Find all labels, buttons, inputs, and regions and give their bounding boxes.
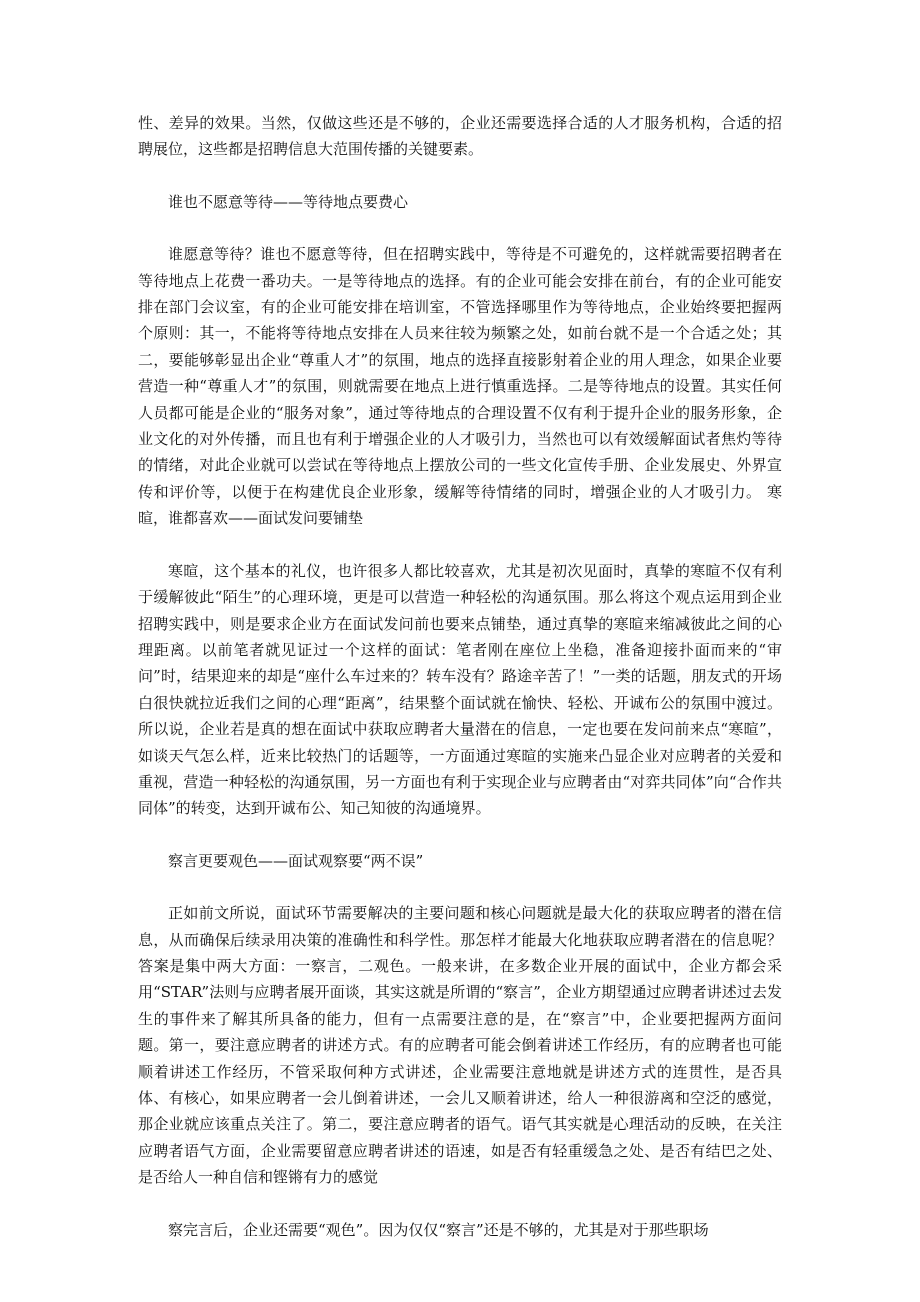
spacer (138, 532, 782, 558)
spacer (138, 822, 782, 848)
paragraph-greeting: 寒暄，这个基本的礼仪，也许很多人都比较喜欢，尤其是初次见面时，真挚的寒暄不仅有利于缓解彼此“陌生”的心理环境，更是可以营造一种轻松的沟通氛围。那么将这个观点运用到企业招聘实践中，则是要求企业方在面试发问前也要来点铺垫，通过真挚的寒暄来缩减彼此之间的心理距离。以前笔者就见证过一个这样的面试：笔者刚在座位上坐稳，准备迎接扑面而来的“审问”时，结果迎来的却是“座什么车过来的？转车没有？路途辛苦了！”一类的话题，朋友式的开场白很快就拉近我们之间的心理“距离”，结果整个面试就在愉快、轻松、开诚布公的氛围中渡过。所以说，企业若是真的想在面试中获取应聘者大量潜在的信息，一定也要在发问前来点“寒暄”，如谈天气怎么样，近来比较热门的话题等，一方面通过寒暄的实施来凸显企业对应聘者的关爱和重视，营造一种轻松的沟通氛围，另一方面也有利于实现企业与应聘者由“对弈共同体”向“合作共同体”的转变，达到开诚布公、知己知彼的沟通境界。 (138, 561, 782, 818)
paragraph-observe: 正如前文所说，面试环节需要解决的主要问题和核心问题就是最大化的获取应聘者的潜在信息，从而确保后续录用决策的准确性和科学性。那怎样才能最大化地获取应聘者潜在的信息呢？答案是集中两大方面：一察言，二观色。一般来讲，在多数企业开展的面试中，企业方都会采用“STAR”法则与应聘者展开面谈，其实这就是所谓的“察言”，企业方期望通过应聘者讲述过去发生的事件来了解其所具备的能力，但有一点需要注意的是，在“察言”中，企业要把握两方面问题。第一，要注意应聘者的讲述方式。有的应聘者可能会倒着讲述工作经历，有的应聘者也可能顺着讲述工作经历，不管采取何种方式讲述，企业需要注意地就是讲述方式的连贯性，是否具体、有核心，如果应聘者一会儿倒着讲述，一会儿又顺着讲述，给人一种很游离和空泛的感觉，那企业就应该重点关注了。第二，要注意应聘者的语气。语气其实就是心理活动的反映，在关注应聘者语气方面，企业需要留意应聘者讲述的语速，如是否有轻重缓急之处、是否有结巴之处、是否给人一种自信和铿锵有力的感觉 (138, 904, 782, 1187)
spacer (138, 874, 782, 900)
paragraph-1: 性、差异的效果。当然，仅做这些还是不够的，企业还需要选择合适的人才服务机构，合适的招聘展位，这些都是招聘信息大范围传播的关键要素。 (138, 114, 782, 159)
section-heading-waiting: 谁也不愿意等待——等待地点要费心 (168, 192, 409, 211)
document-page (138, 110, 782, 1243)
paragraph-last: 察完言后，企业还需要“观色”。因为仅仅“察言”还是不够的，尤其是对于那些职场 (168, 1220, 709, 1239)
spacer (138, 1191, 782, 1217)
paragraph-waiting: 谁愿意等待？谁也不愿意等待，但在招聘实践中，等待是不可避免的，这样就需要招聘者在等待地点上花费一番功夫。一是等待地点的选择。有的企业可能会安排在前台，有的企业可能安排在部门会议室，有的企业可能安排在培训室，不管选择哪里作为等待地点，企业始终要把握两个原则：其一，不能将等待地点安排在人员来往较为频繁之处，如前台就不是一个合适之处；其二，要能够彰显出企业“尊重人才”的氛围，地点的选择直接影射着企业的用人理念，如果企业要营造一种“尊重人才”的氛围，则就需要在地点上进行慎重选择。二是等待地点的设置。其实任何人员都可能是企业的“服务对象”，通过等待地点的合理设置不仅有利于提升企业的服务形象，企业文化的对外传播，而且也有利于增强企业的人才吸引力，当然也可以有效缓解面试者焦灼等待的情绪，对此企业就可以尝试在等待地点上摆放公司的一些文化宣传手册、企业发展史、外界宣传和评价等，以便于在构建优良企业形象，缓解等待情绪的同时，增强企业的人才吸引力。 寒暄，谁都喜欢——面试发问要铺垫 (138, 245, 782, 528)
spacer (138, 163, 782, 189)
section-heading-observe: 察言更要观色——面试观察要“两不误” (168, 851, 424, 870)
spacer (138, 215, 782, 241)
